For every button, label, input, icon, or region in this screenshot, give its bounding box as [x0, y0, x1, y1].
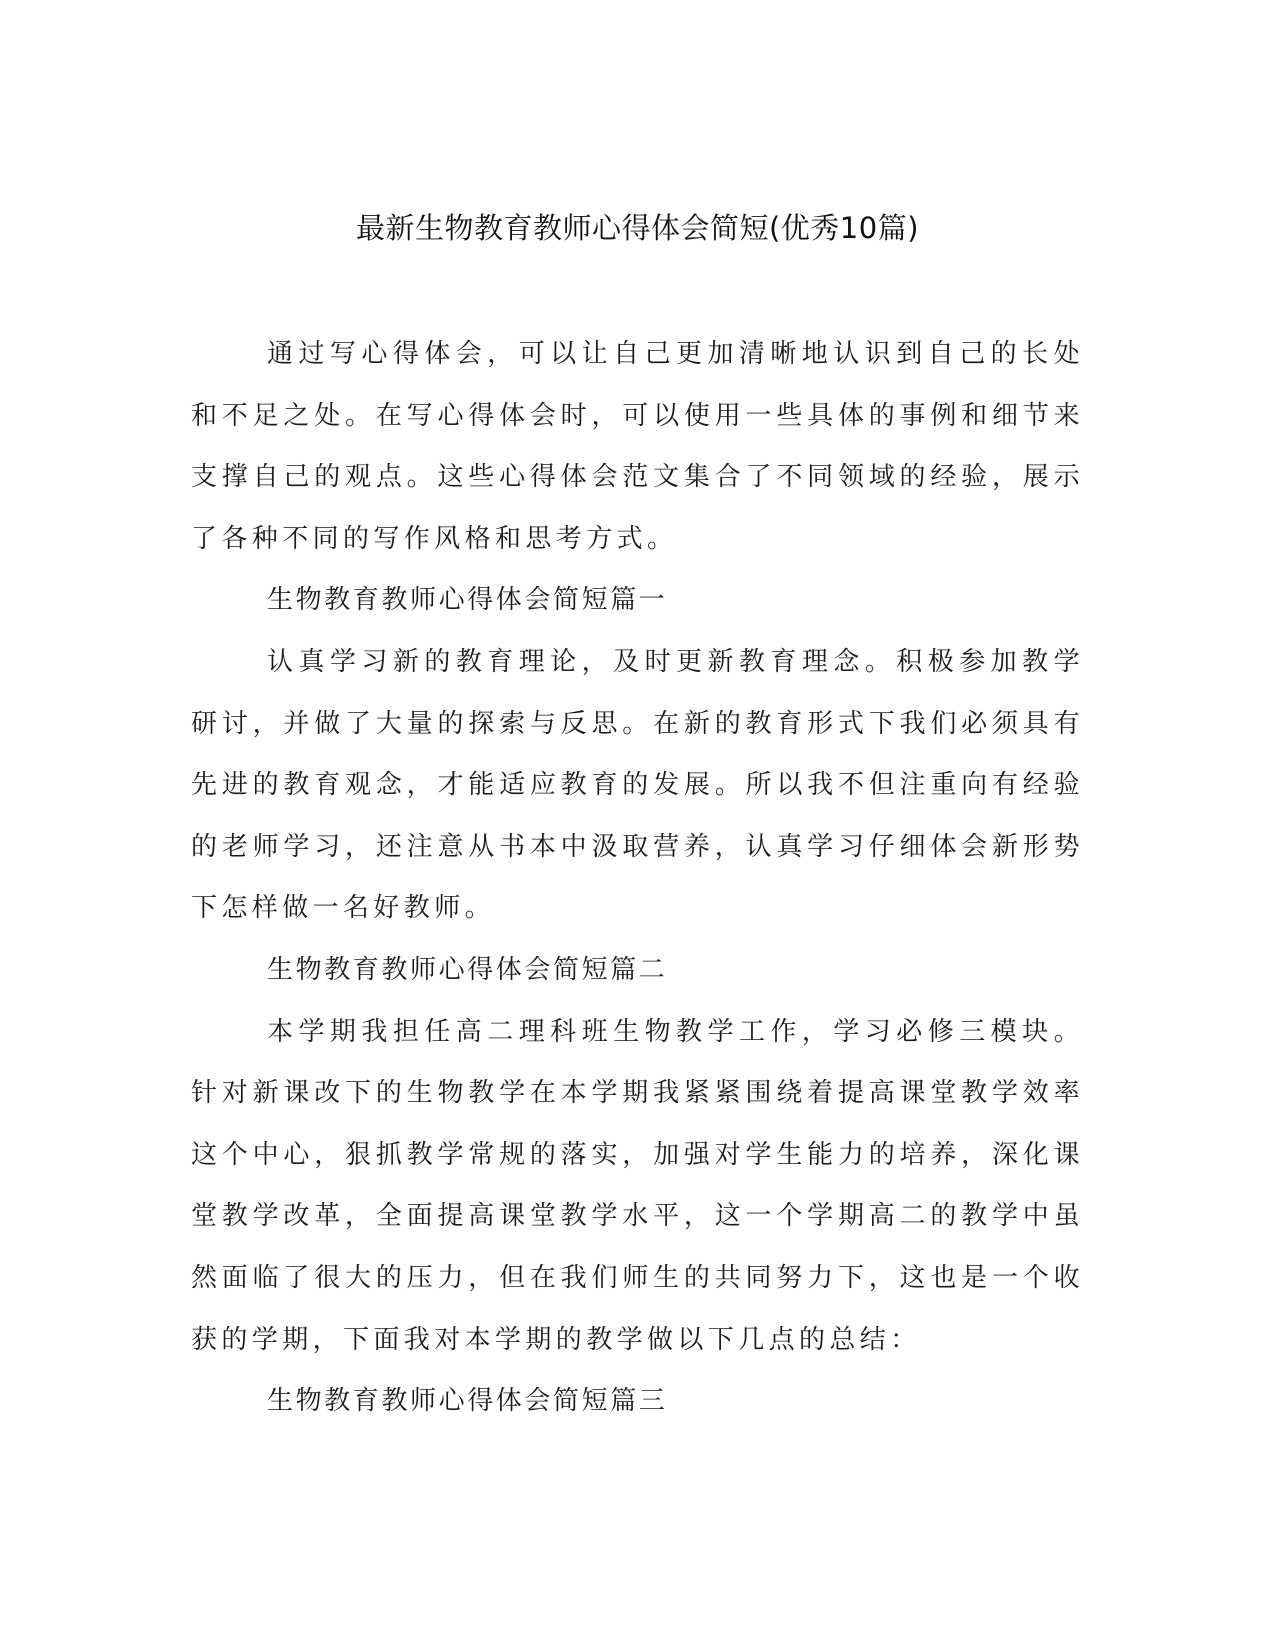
document-body	[191, 324, 1084, 1433]
section-1-paragraph: 认真学习新的教育理论，及时更新教育理念。积极参加教学研讨，并做了大量的探索与反思。在新的教育形式下我们必须具有先进的教育观念，才能适应教育的发展。所以我不但注重向有经验的老师学习，还注意从书本中汲取营养，认真学习仔细体会新形势下怎样做一名好教师。	[191, 646, 1084, 924]
section-heading-1: 生物教育教师心得体会简短篇一	[267, 585, 668, 616]
section-heading-2: 生物教育教师心得体会简短篇二	[267, 954, 668, 985]
intro-paragraph: 通过写心得体会，可以让自己更加清晰地认识到自己的长处和不足之处。在写心得体会时，可以使用一些具体的事例和细节来支撑自己的观点。这些心得体会范文集合了不同领域的经验，展示了各种不同的写作风格和思考方式。	[191, 339, 1084, 554]
section-2-paragraph: 本学期我担任高二理科班生物教学工作，学习必修三模块。针对新课改下的生物教学在本学期我紧紧围绕着提高课堂教学效率这个中心，狠抓教学常规的落实，加强对学生能力的培养，深化课堂教学改革，全面提高课堂教学水平，这一个学期高二的教学中虽然面临了很大的压力，但在我们师生的共同努力下，这也是一个收获的学期，下面我对本学期的教学做以下几点的总结：	[191, 1016, 1084, 1355]
document-title: 最新生物教育教师心得体会简短(优秀10篇)	[355, 211, 920, 245]
section-heading-3: 生物教育教师心得体会简短篇三	[267, 1386, 668, 1417]
